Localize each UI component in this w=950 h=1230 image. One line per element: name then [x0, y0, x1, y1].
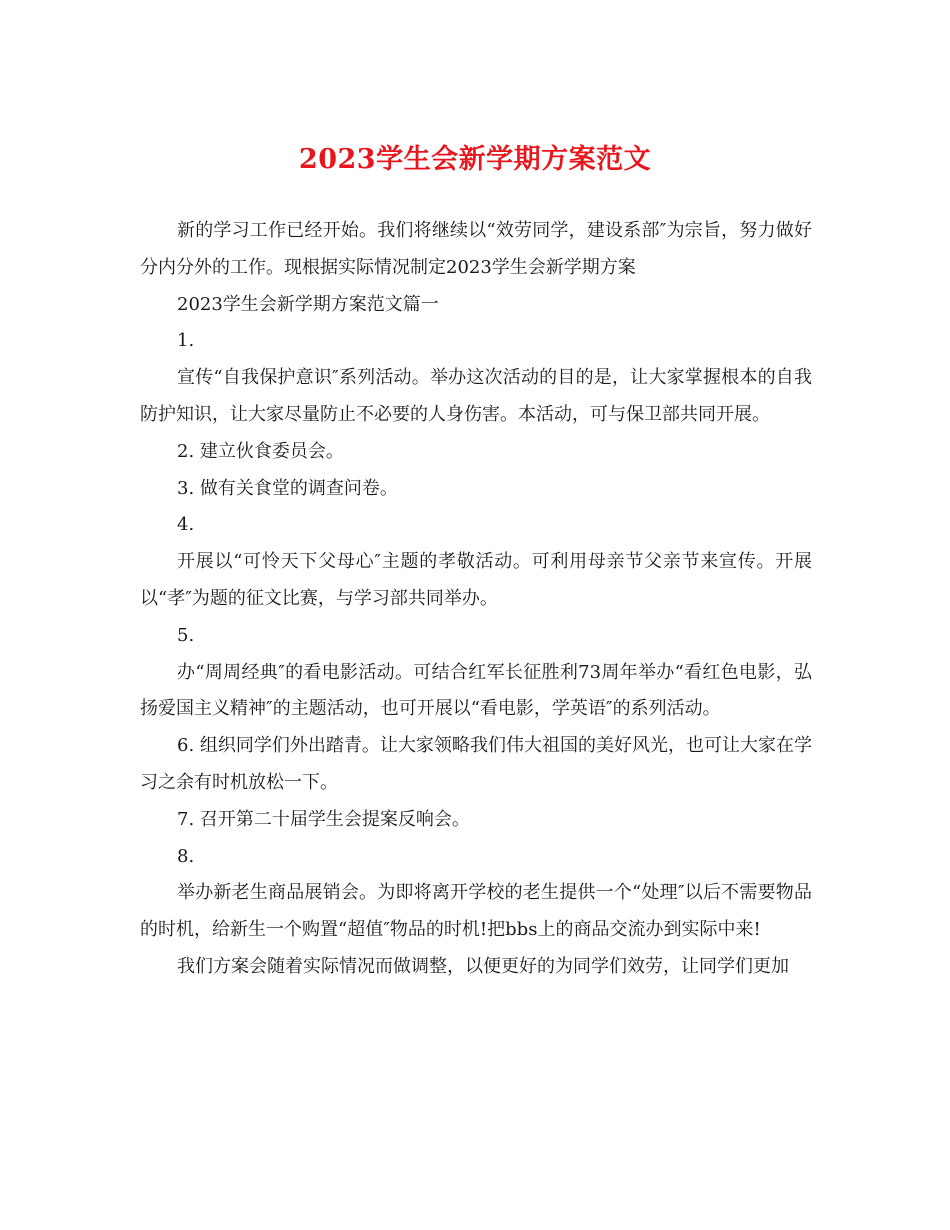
list-number-8: 8. [177, 845, 195, 867]
paragraph-item-6: 6. 组织同学们外出踏青。让大家领略我们伟大祖国的美好风光，也可让大家在学习之余有时机放松一下。 [140, 735, 812, 793]
paragraph-closing: 我们方案会随着实际情况而做调整，以便更好的为同学们效劳，让同学们更加 [177, 955, 789, 977]
document-body [140, 213, 812, 986]
list-number-1: 1. [177, 330, 195, 352]
paragraph-item-4: 开展以“可怜天下父母心″主题的孝敬活动。可利用母亲节父亲节来宣传。开展以“孝″为题的征文比赛，与学习部共同举办。 [140, 551, 812, 609]
list-number-5: 5. [177, 624, 195, 646]
paragraph-item-3: 3. 做有关食堂的调查问卷。 [177, 477, 398, 499]
paragraph-item-5: 办“周周经典″的看电影活动。可结合红军长征胜利73周年举办“看红色电影，弘扬爱国主义精神″的主题活动，也可开展以“看电影，学英语″的系列活动。 [140, 661, 812, 720]
document-title: 2023学生会新学期方案范文 [298, 144, 652, 175]
paragraph-intro: 新的学习工作已经开始。我们将继续以“效劳同学，建设系部″为宗旨，努力做好分内分外的工作。现根据实际情况制定2023学生会新学期方案 [140, 220, 812, 278]
paragraph-item-8: 举办新老生商品展销会。为即将离开学校的老生提供一个“处理″以后不需要物品的时机，给新生一个购置“超值″物品的时机!把bbs上的商品交流办到实际中来! [140, 882, 812, 941]
paragraph-section-heading: 2023学生会新学期方案范文篇一 [177, 293, 439, 315]
paragraph-item-1: 宣传“自我保护意识″系列活动。举办这次活动的目的是，让大家掌握根本的自我防护知识，让大家尽量防止不必要的人身伤害。本活动，可与保卫部共同开展。 [140, 367, 812, 425]
paragraph-item-2: 2. 建立伙食委员会。 [177, 440, 344, 462]
paragraph-item-7: 7. 召开第二十届学生会提案反响会。 [177, 808, 470, 830]
list-number-4: 4. [177, 514, 195, 536]
